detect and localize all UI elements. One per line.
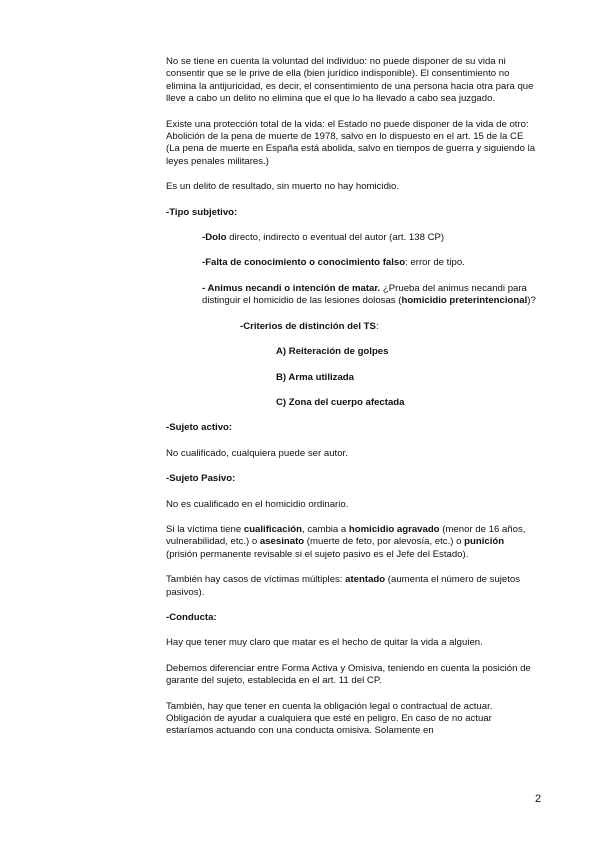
paragraph-cualificacion [166,524,538,561]
paragraph-proteccion: Existe una protección total de la vida: el Estado no puede disponer de la vida de otro: Abolición de la pena de muerte de 1978, salvo en lo dispuesto en el art. 15 de la CE (La pena de muerte en España está abolida, salvo en tiempos de guerra y siguiendo la leyes penales militares.) [166,118,536,167]
heading-sujeto-pasivo: -Sujeto Pasivo: [166,473,236,485]
paragraph-conducta-1: Hay que tener muy claro que matar es el hecho de quitar la vida a alguien. [166,637,483,649]
animus-label: - Animus necandi o intención de matar. [202,282,381,294]
criterios-label: -Criterios de distinción del TS [240,320,376,332]
item-falta-conocimiento [202,257,538,269]
item-dolo [202,232,538,244]
item-animus-necandi [202,283,538,308]
heading-sujeto-activo: -Sujeto activo: [166,422,233,434]
text-run: (muerte de feto, por alevosía, etc.) o [304,536,465,548]
heading-conducta: -Conducta: [166,611,217,623]
page-number: 2 [535,793,542,805]
animus-end: )? [527,295,536,307]
criterio-item: C) Zona del cuerpo afectada [276,396,405,408]
dolo-label: -Dolo [202,232,227,244]
paragraph-victimas-multiples [166,574,538,599]
term-asesinato: asesinato [259,536,305,548]
text-run: Si la víctima tiene [166,523,244,535]
text-run: , cambia a [301,523,349,535]
document-body [166,56,538,751]
term-cualificacion: cualificación [243,523,302,535]
paragraph-sujeto-activo: No cualificado, cualquiera puede ser autor. [166,447,348,459]
falta-text: : error de tipo. [405,257,465,269]
heading-criterios [240,321,538,333]
heading-tipo-subjetivo: -Tipo subjetivo: [166,206,238,218]
term-punicion: punición [464,536,505,548]
paragraph-conducta-3: También, hay que tener en cuenta la obligación legal o contractual de actuar. Obligación de ayudar a cualquiera que esté en peligro. En caso de no actuar estaríamos actuando con una conducta omisiva. Solamente en [166,700,493,737]
paragraph-conducta-2: Debemos diferenciar entre Forma Activa y Omisiva, teniendo en cuenta la posición de garante del sujeto, establecida en el art. 11 del CP. [166,662,531,687]
dolo-text: directo, indirecto o eventual del autor (art. 138 CP) [226,232,445,244]
paragraph-sujeto-pasivo: No es cualificado en el homicidio ordinario. [166,498,349,510]
paragraph-voluntad: No se tiene en cuenta la voluntad del individuo: no puede disponer de su vida ni consentir que se le prive de ella (bien jurídico indisponible). El consentimiento no elimina la antijuricidad, es decir, el consentimiento de una persona hacia otra para que lleve a cabo un delito no elimina que el que lo ha llevado a cabo sea juzgado. [166,56,534,105]
animus-text: ¿Prueba del animus necandi para distinguir el homicidio de las lesiones dolosas ( [202,282,527,307]
criterio-item: B) Arma utilizada [276,371,355,383]
falta-label: -Falta de conocimiento o conocimiento falso [202,257,406,269]
animus-bold-term: homicidio preterintencional [401,295,528,307]
text-run: (prisión permanente revisable si el sujeto pasivo es el Jefe del Estado). [166,548,469,560]
text-run: (menor de 16 años, vulnerabilidad, etc.) o [166,523,526,548]
term-homicidio-agravado: homicidio agravado [348,523,440,535]
text-run: También hay casos de víctimas múltiples: [166,574,346,586]
term-atentado: atentado [345,574,386,586]
paragraph-delito-resultado: Es un delito de resultado, sin muerto no hay homicidio. [166,181,400,193]
criterio-item: A) Reiteración de golpes [276,346,389,358]
text-run: (aumenta el número de sujetos pasivos). [166,574,521,598]
criterios-colon: : [375,320,379,332]
